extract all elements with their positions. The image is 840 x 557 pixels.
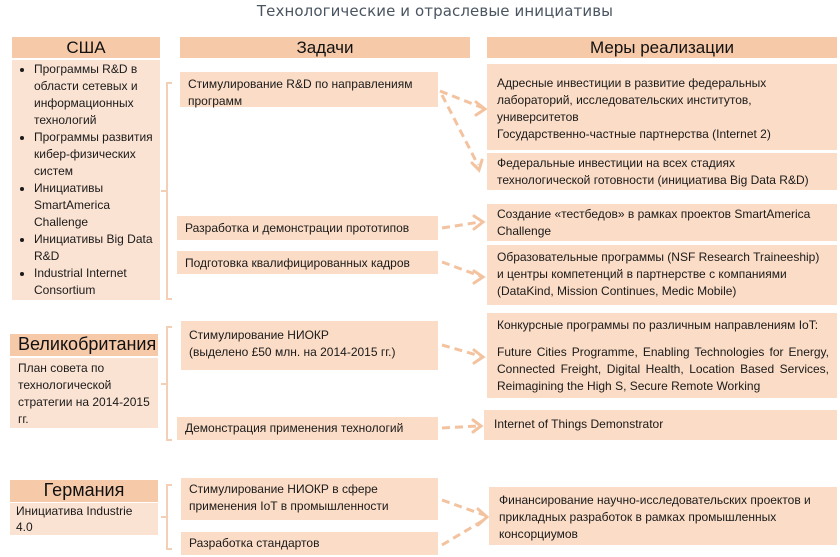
germany-task-rd: Стимулирование НИОКР в сфере применения IoT в промышленности — [181, 478, 438, 520]
usa-initiative: • Программы R&D в области сетевых и информационных технологий — [34, 61, 156, 129]
country-header-usa: США — [12, 37, 160, 58]
uk-description: План совета по технологической стратегии на 2014-2015 гг. — [10, 358, 158, 428]
arrow-connector — [442, 426, 478, 428]
usa-initiative: • Программы развития кибер-физических систем — [34, 129, 156, 180]
country-header-germany: Германия — [10, 480, 158, 502]
arrowhead-icon — [474, 350, 483, 363]
measure-line: Государственно-частные партнерства (Internet 2) — [497, 127, 771, 141]
usa-initiative: • Инициативы SmartAmerica Challenge — [34, 180, 156, 231]
usa-task-training: Подготовка квалифицированных кадров — [177, 251, 438, 274]
measure-line: Финансирование научно-исследовательских проектов и прикладных разработок в рамках промышленных консорциумов — [499, 493, 811, 541]
usa-initiative: • Industrial Internet Consortium — [34, 265, 156, 299]
measure-intro: Конкурсные программы по различным направлениям IoT: — [497, 318, 819, 332]
measure-line: Федеральные инвестиции на всех стадиях технологической готовности (инициатива Big Data R&D) — [497, 156, 809, 187]
measure-line: Образовательные программы (NSF Research Traineeship) и центры компетенций в партнерстве с компаниями (DataKind, Mission Continues, Medic Mobile) — [497, 250, 820, 298]
usa-task-rd: Стимулирование R&D по направлениям программ — [180, 72, 438, 107]
task-line: Стимулирование НИОКР — [189, 328, 329, 342]
measure-line: Адресные инвестиции в развитие федеральных лабораторий, исследовательских институтов, университетов — [497, 76, 767, 124]
measures-column-header: Меры реализации — [487, 37, 837, 58]
measure-line: Создание «тестбедов» в рамках проектов SmartAmerica Challenge — [497, 207, 811, 238]
tasks-column-header: Задачи — [180, 37, 470, 58]
measure-detail: Future Cities Programme, Enabling Technologies for Energy, Connected Freight, Digital Health, Location Based Services, Reimagining the High S, Secure Remote Working — [497, 345, 829, 393]
usa-task-prototypes: Разработка и демонстрации прототипов — [177, 216, 438, 240]
measure-line: Internet of Things Demonstrator — [494, 417, 664, 431]
usa-initiative: • Инициативы Big Data R&D — [34, 231, 156, 265]
germany-task-standards: Разработка стандартов — [181, 532, 438, 555]
arrowhead-icon — [478, 509, 487, 525]
arrow-connector — [442, 95, 478, 165]
uk-task-demo: Демонстрация применения технологий — [177, 417, 438, 440]
germany-description: Инициатива Industrie 4.0 — [10, 503, 158, 535]
arrow-connector — [440, 91, 483, 108]
country-header-uk: Великобритания — [10, 334, 158, 356]
arrow-connector — [442, 500, 484, 515]
task-line: (выделено £50 млн. на 2014-2015 гг.) — [189, 345, 396, 359]
page-title: Технологические и отраслевые инициативы — [256, 2, 614, 20]
arrow-connector — [442, 262, 480, 276]
